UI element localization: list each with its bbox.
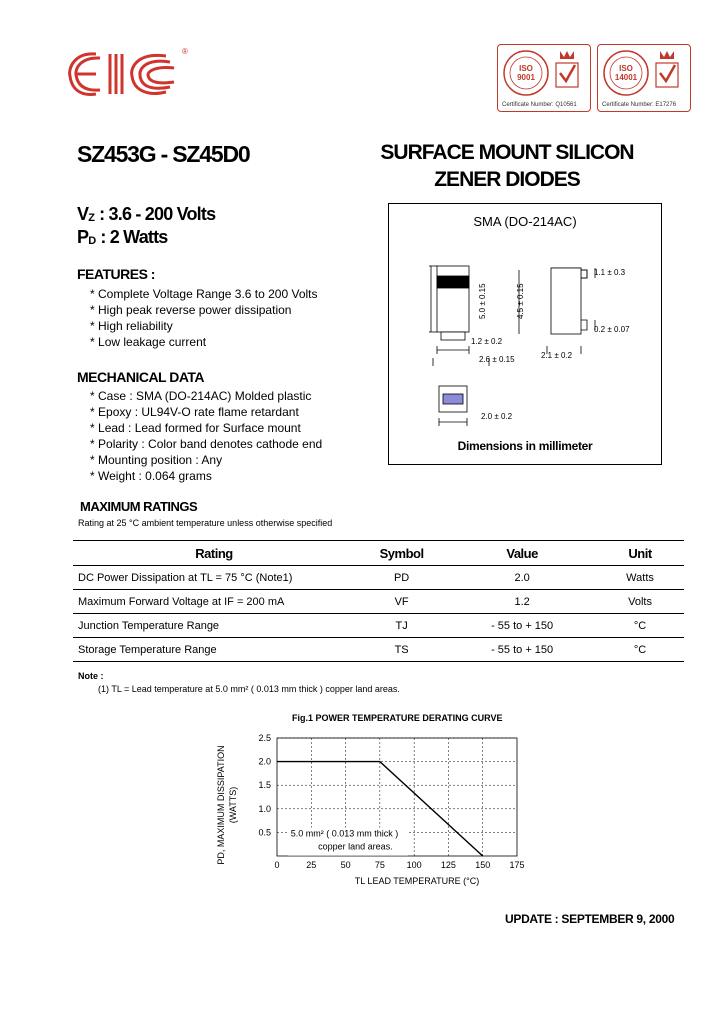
x-tick-label: 25 — [306, 860, 317, 870]
y-tick-label: 1.5 — [258, 780, 271, 791]
chart-labels — [216, 733, 525, 886]
dim-top-width: 1.2 ± 0.2 — [471, 337, 503, 346]
x-tick-label: 175 — [509, 860, 525, 870]
y-axis-label: PD, MAXIMUM DISSIPATION — [216, 745, 226, 865]
list-item: * High peak reverse power dissipation — [90, 302, 318, 318]
list-item: * Lead : Lead formed for Surface mount — [90, 420, 322, 436]
x-tick-label: 125 — [440, 860, 456, 870]
vz-spec: $V_Z$ : 3.6 - 200 Volts — [77, 204, 216, 224]
note-label: Note : — [78, 671, 104, 681]
x-axis-label: TL LEAD TEMPERATURE (°C) — [354, 876, 480, 886]
list-item: * Polarity : Color band denotes cathode end — [90, 436, 322, 452]
features-list — [90, 286, 318, 350]
dim-total-width: 2.6 ± 0.15 — [479, 355, 515, 364]
list-item: * Case : SMA (DO-214AC) Molded plastic — [90, 388, 322, 404]
y-tick-label: 1.0 — [258, 803, 271, 814]
certificate-number: Certificate Number: Q10561 — [502, 102, 577, 108]
dim-lead-length: 4.5 ± 0.15 — [516, 283, 525, 319]
table-row: Maximum Forward Voltage at IF = 200 mA VF 1.2 Volts — [73, 590, 684, 614]
max-ratings-heading: MAXIMUM RATINGS — [80, 499, 198, 514]
ratings-table — [73, 540, 684, 662]
svg-text:ISO: ISO — [519, 64, 533, 73]
y-axis-label-units: (WATTS) — [228, 786, 238, 824]
dimension-note: Dimensions in millimeter — [457, 439, 593, 453]
svg-text:®: ® — [182, 47, 188, 56]
col-header-value: Value — [448, 541, 596, 566]
mechanical-list — [90, 388, 322, 484]
mechanical-heading: MECHANICAL DATA — [77, 369, 205, 385]
certificate-number: Certificate Number: E17276 — [602, 102, 677, 108]
svg-text:14001: 14001 — [614, 73, 638, 82]
update-date: UPDATE : SEPTEMBER 9, 2000 — [505, 912, 675, 926]
dim-end-width: 2.0 ± 0.2 — [481, 412, 513, 421]
list-item: * High reliability — [90, 318, 318, 334]
list-item: * Low leakage current — [90, 334, 318, 350]
product-title-line1: SURFACE MOUNT SILICON — [380, 141, 634, 164]
ratings-condition: Rating at 25 °C ambient temperature unless otherwise specified — [78, 518, 333, 528]
svg-text:9001: 9001 — [517, 73, 535, 82]
col-header-symbol: Symbol — [355, 541, 448, 566]
list-item: * Weight : 0.064 grams — [90, 468, 322, 484]
list-item: * Complete Voltage Range 3.6 to 200 Volts — [90, 286, 318, 302]
x-tick-label: 100 — [406, 860, 422, 870]
pd-spec: $P_D$ : 2 Watts — [77, 227, 168, 247]
chart-title: Fig.1 POWER TEMPERATURE DERATING CURVE — [292, 713, 503, 723]
table-row: Storage Temperature Range TS - 55 to + 150 °C — [73, 638, 684, 662]
table-row: DC Power Dissipation at TL = 75 °C (Note1) PD 2.0 Watts — [73, 566, 684, 590]
product-title-line2: ZENER DIODES — [434, 168, 580, 191]
package-drawing — [389, 204, 661, 436]
y-tick-label: 0.5 — [258, 827, 271, 838]
note-text: (1) TL = Lead temperature at 5.0 mm² ( 0.013 mm thick ) copper land areas. — [98, 684, 400, 694]
iso-14001-certificate — [597, 44, 691, 112]
iso-9001-certificate — [497, 44, 591, 112]
package-outline-box — [388, 203, 662, 465]
col-header-rating: Rating — [73, 541, 355, 566]
dim-side-top: 1.1 ± 0.3 — [594, 268, 626, 277]
x-tick-label: 75 — [374, 860, 385, 870]
package-title: SMA (DO-214AC) — [473, 214, 577, 229]
list-item: * Epoxy : UL94V-O rate flame retardant — [90, 404, 322, 420]
table-row: Junction Temperature Range TJ - 55 to + 150 °C — [73, 614, 684, 638]
svg-text:ISO: ISO — [619, 64, 633, 73]
dim-lead-thick: 0.2 ± 0.07 — [594, 325, 630, 334]
x-tick-label: 0 — [274, 860, 280, 870]
derating-chart — [210, 728, 540, 890]
part-range-title: SZ453G - SZ45D0 — [77, 141, 250, 167]
y-tick-label: 2.0 — [258, 756, 271, 767]
company-logo — [66, 44, 196, 102]
x-tick-label: 150 — [475, 860, 491, 870]
chart-annotation: copper land areas. — [318, 841, 393, 852]
chart-annotation: 5.0 mm² ( 0.013 mm thick ) — [290, 828, 399, 839]
y-tick-label: 2.5 — [258, 733, 271, 743]
features-heading: FEATURES : — [77, 266, 155, 282]
list-item: * Mounting position : Any — [90, 452, 322, 468]
dim-body-length: 5.0 ± 0.15 — [478, 283, 487, 319]
x-tick-label: 50 — [340, 860, 351, 870]
dim-side-height: 2.1 ± 0.2 — [541, 351, 573, 360]
col-header-unit: Unit — [596, 541, 684, 566]
